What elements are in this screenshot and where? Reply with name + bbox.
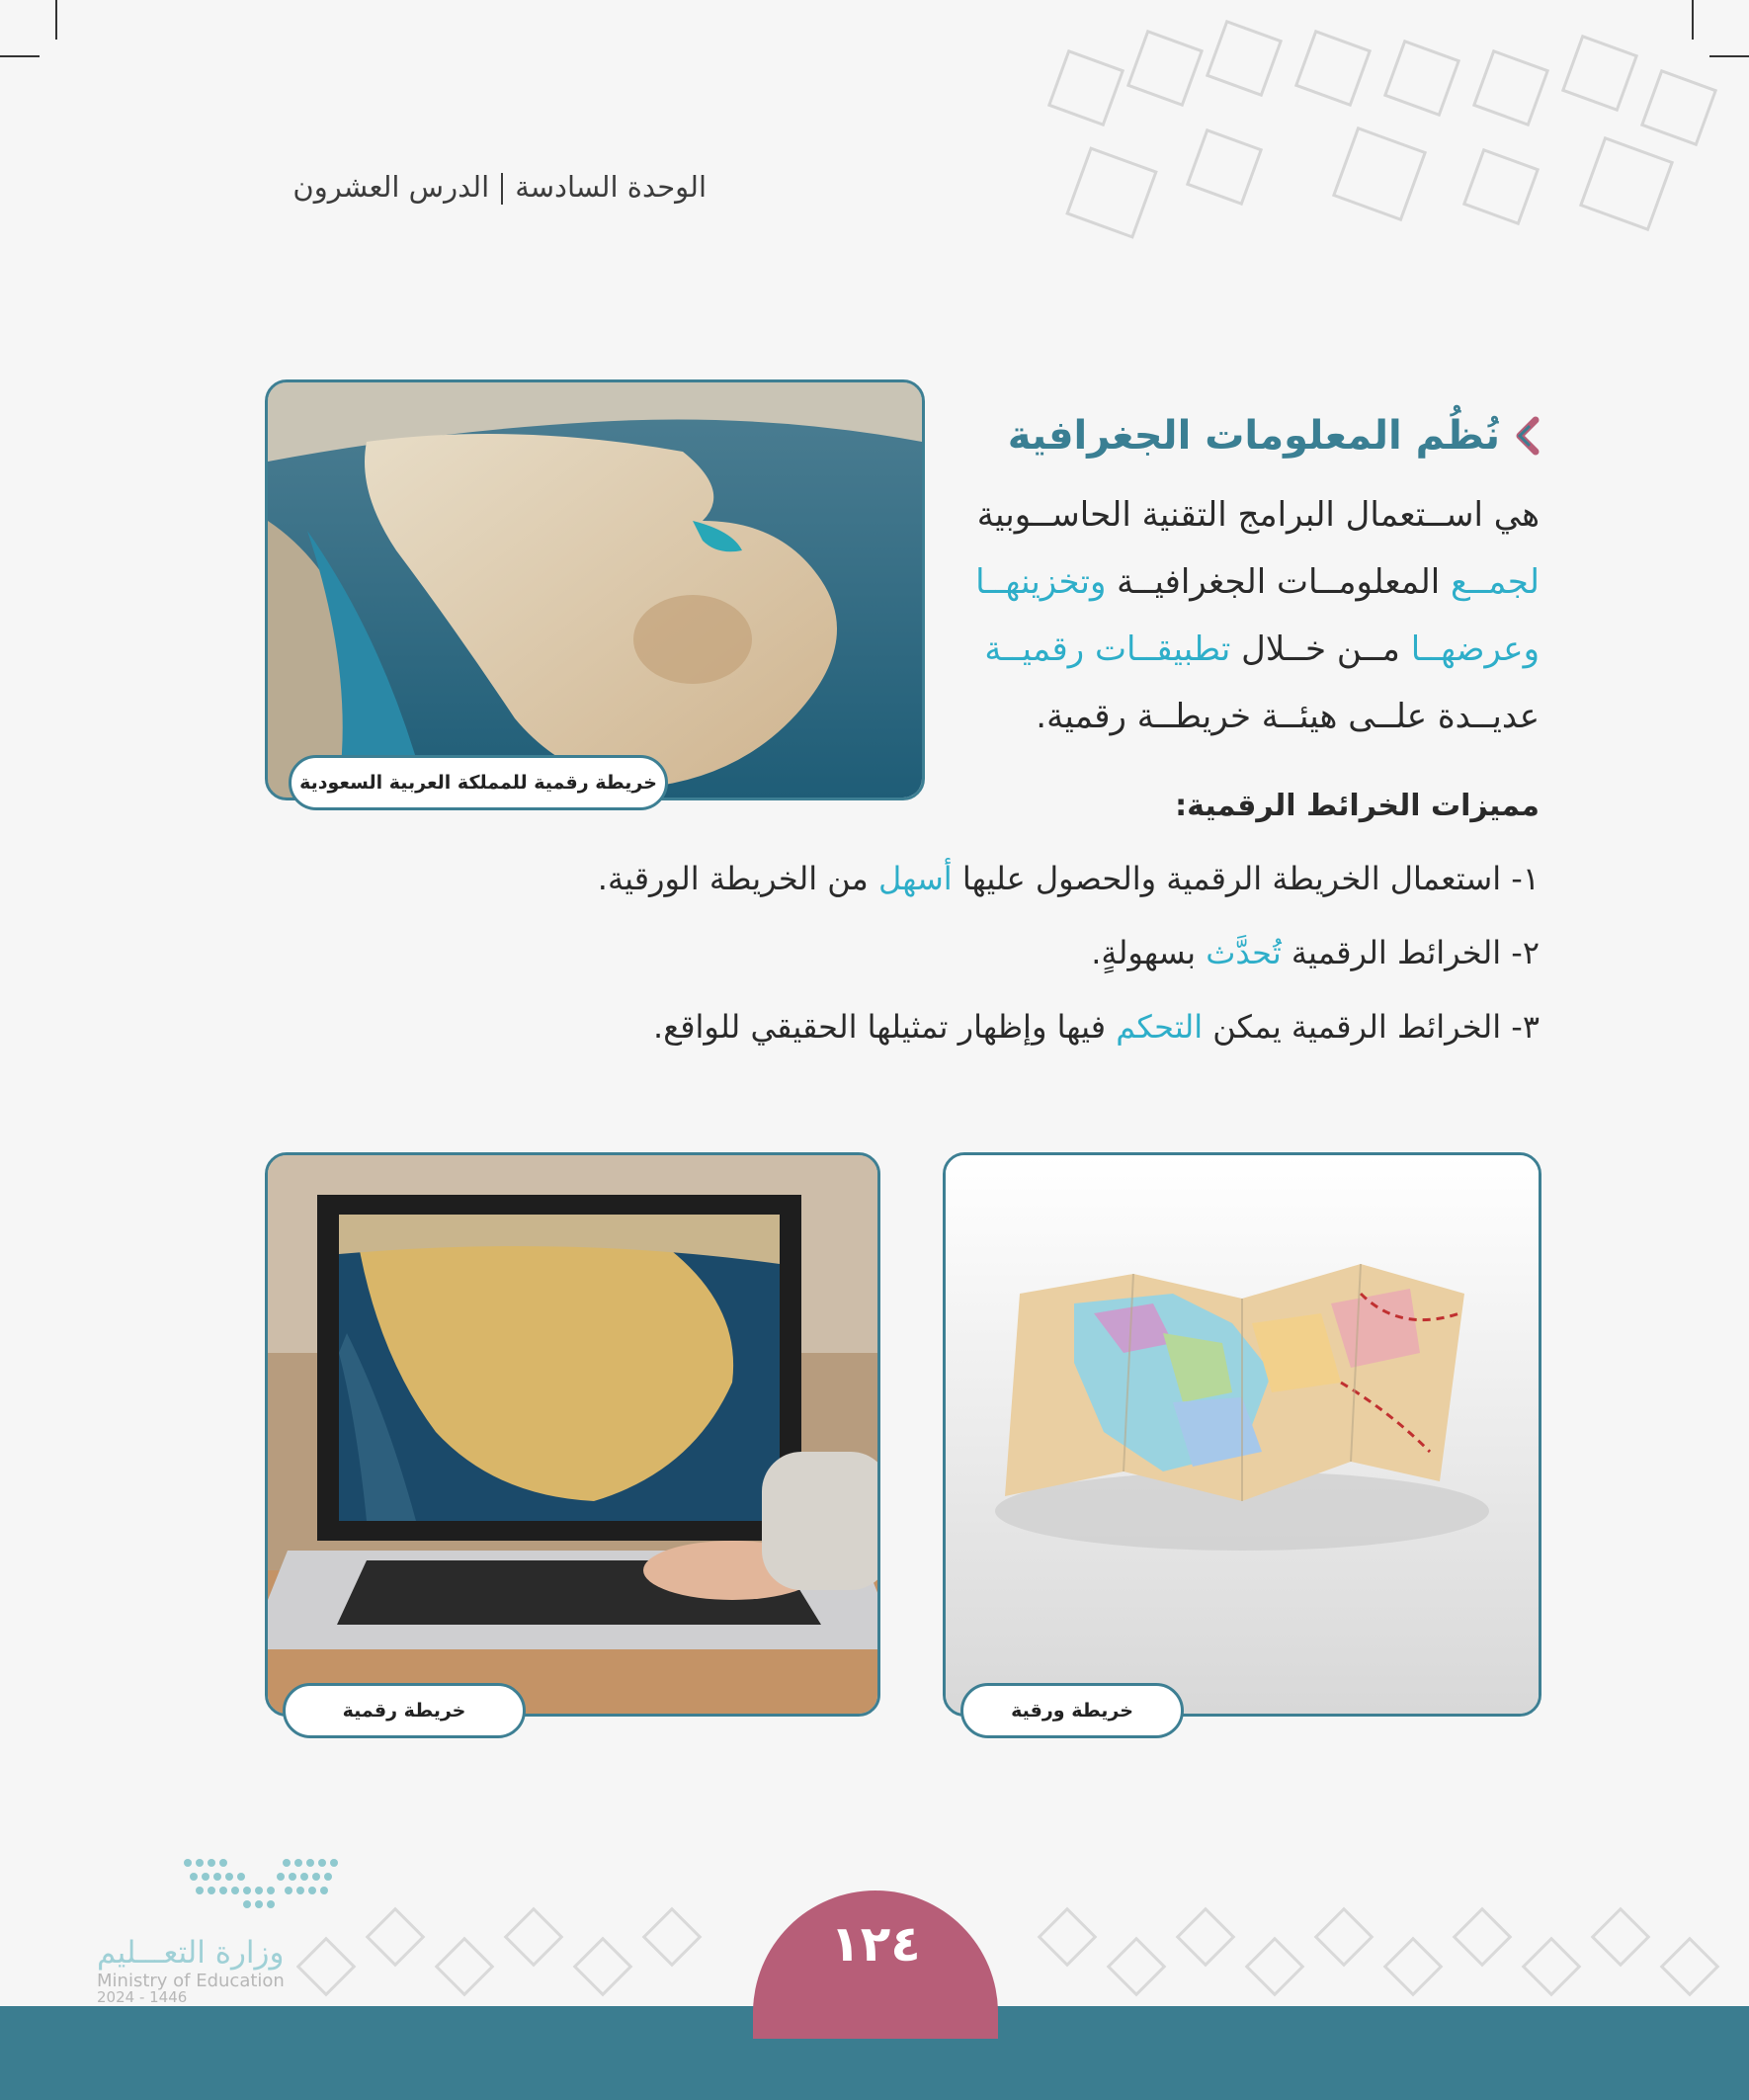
- feature-text: ١- استعمال الخريطة الرقمية والحصول عليها: [952, 860, 1540, 897]
- section-title: نُظُم المعلومات الجغرافية: [1007, 413, 1500, 459]
- bottom-pattern: [296, 1858, 1729, 2006]
- laptop-illustration: [268, 1155, 877, 1714]
- ministry-name-en: Ministry of Education: [97, 1971, 285, 1991]
- lesson-label: الدرس العشرون: [292, 170, 490, 204]
- caption-text: خريطة رقمية: [342, 1700, 466, 1722]
- paper-map-image: [943, 1152, 1541, 1717]
- caption-text: خريطة ورقية: [1011, 1700, 1133, 1722]
- edition-year: 2024 - 1446: [97, 1988, 188, 2006]
- satellite-image: [265, 379, 925, 800]
- feature-text: ٣- الخرائط الرقمية يمكن: [1203, 1008, 1540, 1046]
- para-text: مــن خــلال: [1230, 630, 1411, 669]
- highlight-text: وتخزينهــا: [975, 562, 1107, 602]
- ministry-logo-icon: [178, 1853, 356, 1912]
- para-text: هي اســتعمال البرامج التقنية الحاســوبية: [976, 495, 1540, 535]
- feature-item: [598, 860, 1540, 897]
- para-text: عديــدة علــى هيئــة خريطــة رقمية.: [1036, 697, 1540, 736]
- feature-text: بسهولةٍ.: [1091, 934, 1207, 971]
- paper-map-illustration: [946, 1155, 1539, 1714]
- para-text: المعلومــات الجغرافيــة: [1106, 562, 1452, 602]
- image-caption: [289, 755, 668, 810]
- highlight-text: وعرضهــا: [1410, 630, 1540, 669]
- features-heading: مميزات الخرائط الرقمية:: [1175, 789, 1540, 823]
- caption-text: خريطة رقمية للمملكة العربية السعودية: [299, 772, 657, 794]
- divider: [501, 173, 503, 205]
- image-caption: [283, 1683, 526, 1738]
- decorative-pattern: [1018, 20, 1729, 267]
- crop-mark: [55, 0, 57, 40]
- highlight-text: التحكم: [1116, 1008, 1204, 1046]
- para-line: [957, 548, 1540, 616]
- feature-text: فيها وإظهار تمثيلها الحقيقي للواقع.: [653, 1008, 1117, 1046]
- para-line: [957, 481, 1540, 548]
- highlight-text: لجمــع: [1451, 562, 1540, 602]
- chevron-left-icon: [1510, 416, 1543, 456]
- feature-text: من الخريطة الورقية.: [597, 860, 878, 897]
- para-line: [957, 683, 1540, 750]
- feature-text: ٢- الخرائط الرقمية: [1281, 934, 1540, 971]
- image-caption: [960, 1683, 1184, 1738]
- satellite-illustration: [268, 382, 922, 798]
- highlight-text: أسهل: [877, 860, 953, 897]
- feature-item: [1091, 934, 1540, 971]
- laptop-image: [265, 1152, 880, 1717]
- section-heading: [1008, 413, 1543, 459]
- crop-mark: [0, 55, 40, 57]
- breadcrumb: [292, 170, 707, 205]
- highlight-text: تطبيقــات رقميــة: [984, 630, 1231, 669]
- highlight-text: تُحدَّث: [1206, 934, 1282, 971]
- ministry-name-ar: وزارة التعـــليم: [97, 1935, 285, 1971]
- page-number: ١٢٤: [830, 1915, 921, 1973]
- unit-label: الوحدة السادسة: [515, 170, 707, 204]
- feature-item: [653, 1008, 1540, 1046]
- para-line: [957, 616, 1540, 683]
- definition-paragraph: [957, 481, 1540, 750]
